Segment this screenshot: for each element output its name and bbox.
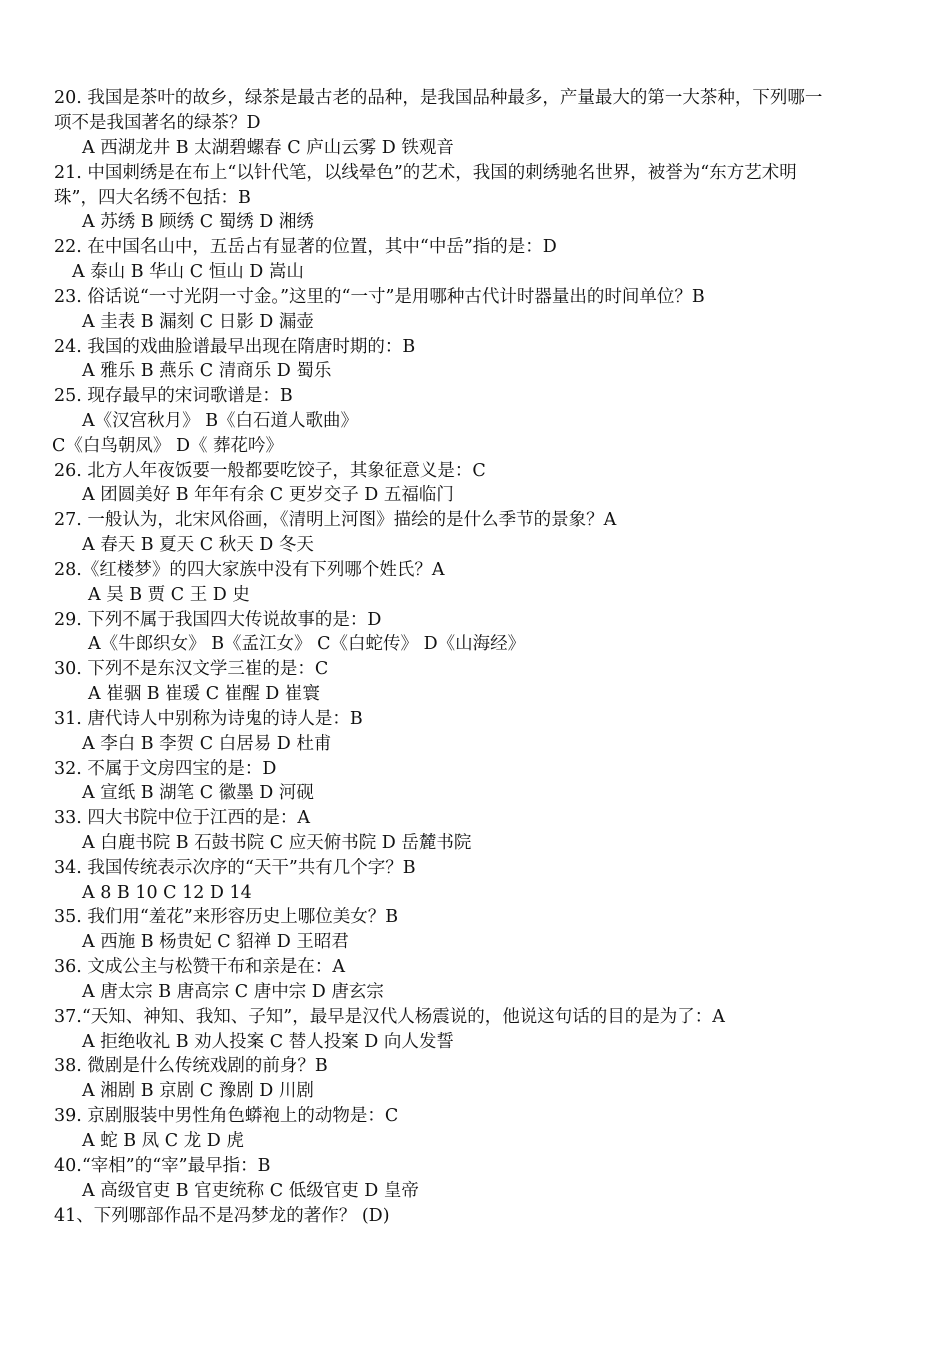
question-30-options: A 崔骃 B 崔瑗 C 崔醒 D 崔寰	[88, 684, 320, 704]
question-28: 28.《红楼梦》的四大家族中没有下列哪个姓氏？A	[54, 560, 445, 580]
question-39-options: A 蛇 B 凤 C 龙 D 虎	[82, 1131, 244, 1151]
question-31: 31. 唐代诗人中别称为诗鬼的诗人是：B	[54, 709, 363, 729]
question-34-options: A 8 B 10 C 12 D 14	[82, 883, 252, 903]
question-21-line-1: 21. 中国刺绣是在布上“以针代笔，以线晕色”的艺术，我国的刺绣驰名世界，被誉为“东方艺术明	[54, 163, 797, 183]
question-29-options: A《牛郎织女》 B《孟江女》 C《白蛇传》 D《山海经》	[88, 634, 526, 654]
question-26: 26. 北方人年夜饭要一般都要吃饺子，其象征意义是：C	[54, 461, 486, 481]
question-22: 22. 在中国名山中，五岳占有显著的位置，其中“中岳”指的是：D	[54, 237, 557, 257]
question-38-options: A 湘剧 B 京剧 C 豫剧 D 川剧	[82, 1081, 314, 1101]
question-22-options: A 泰山 B 华山 C 恒山 D 嵩山	[72, 262, 304, 282]
question-21-line-2: 珠”，四大名绣不包括：B	[54, 188, 251, 208]
question-30: 30. 下列不是东汉文学三崔的是：C	[54, 659, 329, 679]
question-28-options: A 吴 B 贾 C 王 D 史	[88, 585, 250, 605]
question-20-line-1: 20. 我国是茶叶的故乡，绿茶是最古老的品种，是我国品种最多，产量最大的第一大茶种，下列哪一	[54, 88, 823, 108]
question-25-options-2: C《白鸟朝凤》 D《 葬花吟》	[52, 436, 284, 456]
question-29: 29. 下列不属于我国四大传说故事的是：D	[54, 610, 382, 630]
question-40: 40.“宰相”的“宰”最早指：B	[54, 1156, 271, 1176]
question-26-options: A 团圆美好 B 年年有余 C 更岁交子 D 五福临门	[82, 485, 454, 505]
question-23-options: A 圭表 B 漏刻 C 日影 D 漏壶	[82, 312, 314, 332]
question-32-options: A 宣纸 B 湖笔 C 徽墨 D 河砚	[82, 783, 314, 803]
question-39: 39. 京剧服装中男性角色蟒袍上的动物是：C	[54, 1106, 399, 1126]
question-34: 34. 我国传统表示次序的“天干”共有几个字？B	[54, 858, 416, 878]
question-27: 27. 一般认为，北宋风俗画，《清明上河图》描绘的是什么季节的景象？A	[54, 510, 617, 530]
question-23: 23. 俗话说“一寸光阴一寸金。”这里的“一寸”是用哪种古代计时器量出的时间单位？B	[54, 287, 705, 307]
question-35: 35. 我们用“羞花”来形容历史上哪位美女？B	[54, 907, 399, 927]
question-37-options: A 拒绝收礼 B 劝人投案 C 替人投案 D 向人发誓	[82, 1032, 454, 1052]
question-38: 38. 微剧是什么传统戏剧的前身？B	[54, 1056, 328, 1076]
question-33-options: A 白鹿书院 B 石鼓书院 C 应天俯书院 D 岳麓书院	[82, 833, 472, 853]
question-37: 37.“天知、神知、我知、子知”，最早是汉代人杨震说的，他说这句话的目的是为了：A	[54, 1007, 725, 1027]
question-20-line-2: 项不是我国著名的绿茶？D	[54, 113, 261, 133]
question-21-options: A 苏绣 B 顾绣 C 蜀绣 D 湘绣	[82, 212, 314, 232]
question-25-options-1: A《汉宫秋月》 B《白石道人歌曲》	[82, 411, 359, 431]
question-35-options: A 西施 B 杨贵妃 C 貂禅 D 王昭君	[82, 932, 349, 952]
question-40-options: A 高级官吏 B 官吏统称 C 低级官吏 D 皇帝	[82, 1181, 419, 1201]
question-33: 33. 四大书院中位于江西的是：A	[54, 808, 311, 828]
question-24: 24. 我国的戏曲脸谱最早出现在隋唐时期的：B	[54, 337, 416, 357]
question-31-options: A 李白 B 李贺 C 白居易 D 杜甫	[82, 734, 332, 754]
question-25: 25. 现存最早的宋词歌谱是：B	[54, 386, 293, 406]
question-27-options: A 春天 B 夏天 C 秋天 D 冬天	[82, 535, 314, 555]
question-20-options: A 西湖龙井 B 太湖碧螺春 C 庐山云雾 D 铁观音	[82, 138, 454, 158]
question-32: 32. 不属于文房四宝的是：D	[54, 759, 277, 779]
question-36: 36. 文成公主与松赞干布和亲是在：A	[54, 957, 346, 977]
question-36-options: A 唐太宗 B 唐高宗 C 唐中宗 D 唐玄宗	[82, 982, 384, 1002]
question-41: 41、下列哪部作品不是冯梦龙的著作？ (D)	[54, 1206, 390, 1226]
question-24-options: A 雅乐 B 燕乐 C 清商乐 D 蜀乐	[82, 361, 332, 381]
